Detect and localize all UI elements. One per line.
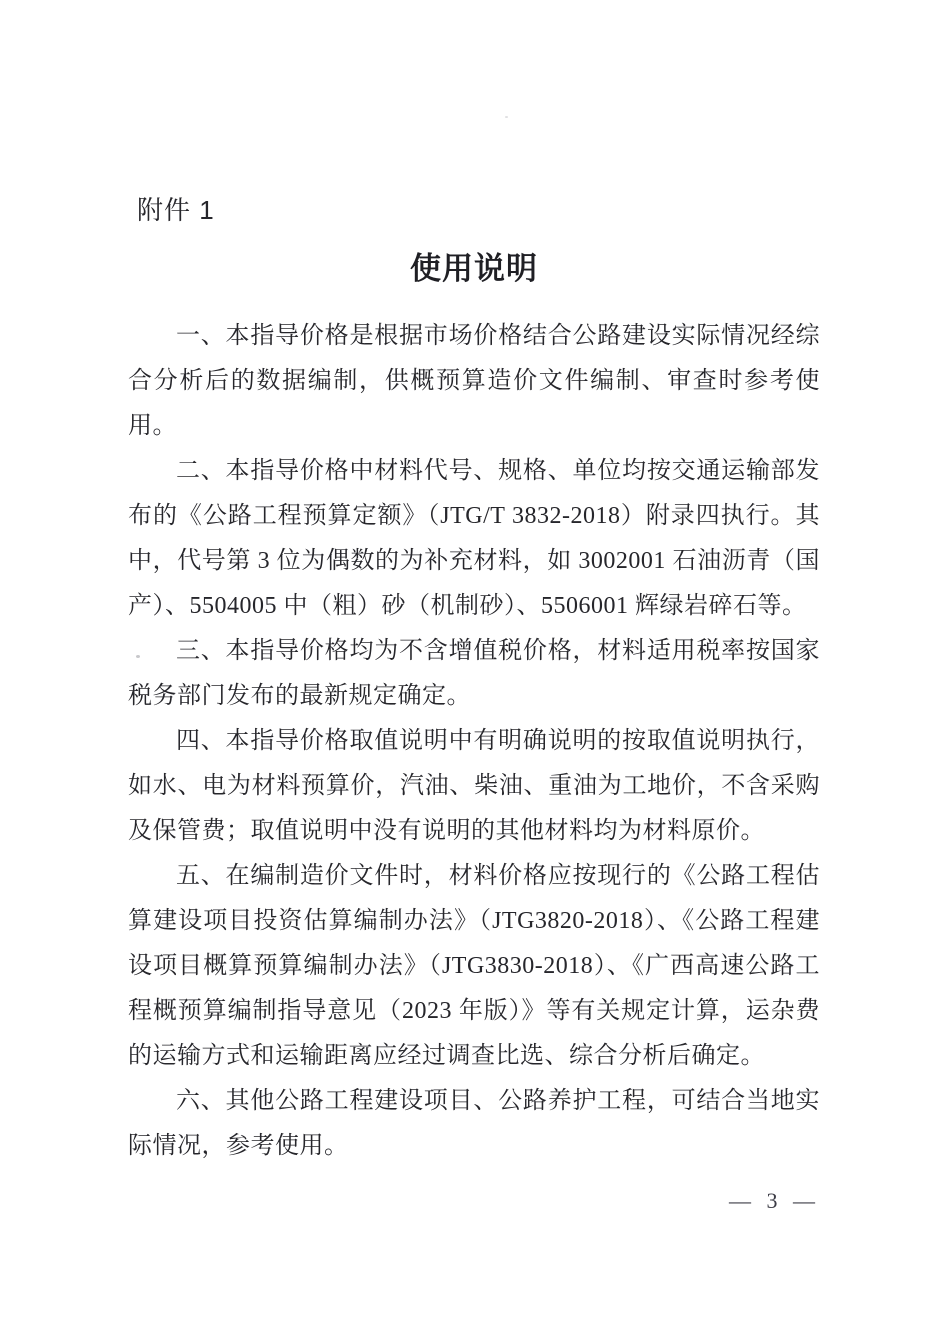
page-title: 使用说明 (410, 251, 538, 286)
paragraph-2: 二、本指导价格中材料代号、规格、单位均按交通运输部发布的《公路工程预算定额》（JTG/T 3832-2018）附录四执行。其中，代号第 3 位为偶数的为补充材料，如 3002001 石油沥青（国产）、5504005 中（粗）砂（机制砂）、5506001 辉绿岩碎石等。 (128, 458, 820, 619)
paragraph-3: 三、本指导价格均为不含增值税价格，材料适用税率按国家税务部门发布的最新规定确定。 (128, 638, 820, 709)
scan-speck (136, 655, 140, 658)
attachment-label: 附件 1 (137, 195, 215, 225)
paragraph-4: 四、本指导价格取值说明中有明确说明的按取值说明执行，如水、电为材料预算价，汽油、柴油、重油为工地价，不含采购及保管费；取值说明中没有说明的其他材料均为材料原价。 (128, 728, 820, 844)
scan-speck (505, 116, 508, 118)
paragraph-5: 五、在编制造价文件时，材料价格应按现行的《公路工程估算建设项目投资估算编制办法》（JTG3820-2018）、《公路工程建设项目概算预算编制办法》（JTG3830-2018）、《广西高速公路工程概预算编制指导意见（2023 年版）》等有关规定计算，运杂费的运输方式和运输距离应经过调查比选、综合分析后确定。 (128, 863, 820, 1069)
page-number: — 3 — (729, 1188, 820, 1213)
paragraph-6: 六、其他公路工程建设项目、公路养护工程，可结合当地实际情况，参考使用。 (128, 1088, 820, 1159)
document-body (128, 314, 820, 1169)
paragraph-1: 一、本指导价格是根据市场价格结合公路建设实际情况经综合分析后的数据编制，供概预算造价文件编制、审查时参考使用。 (128, 323, 820, 439)
